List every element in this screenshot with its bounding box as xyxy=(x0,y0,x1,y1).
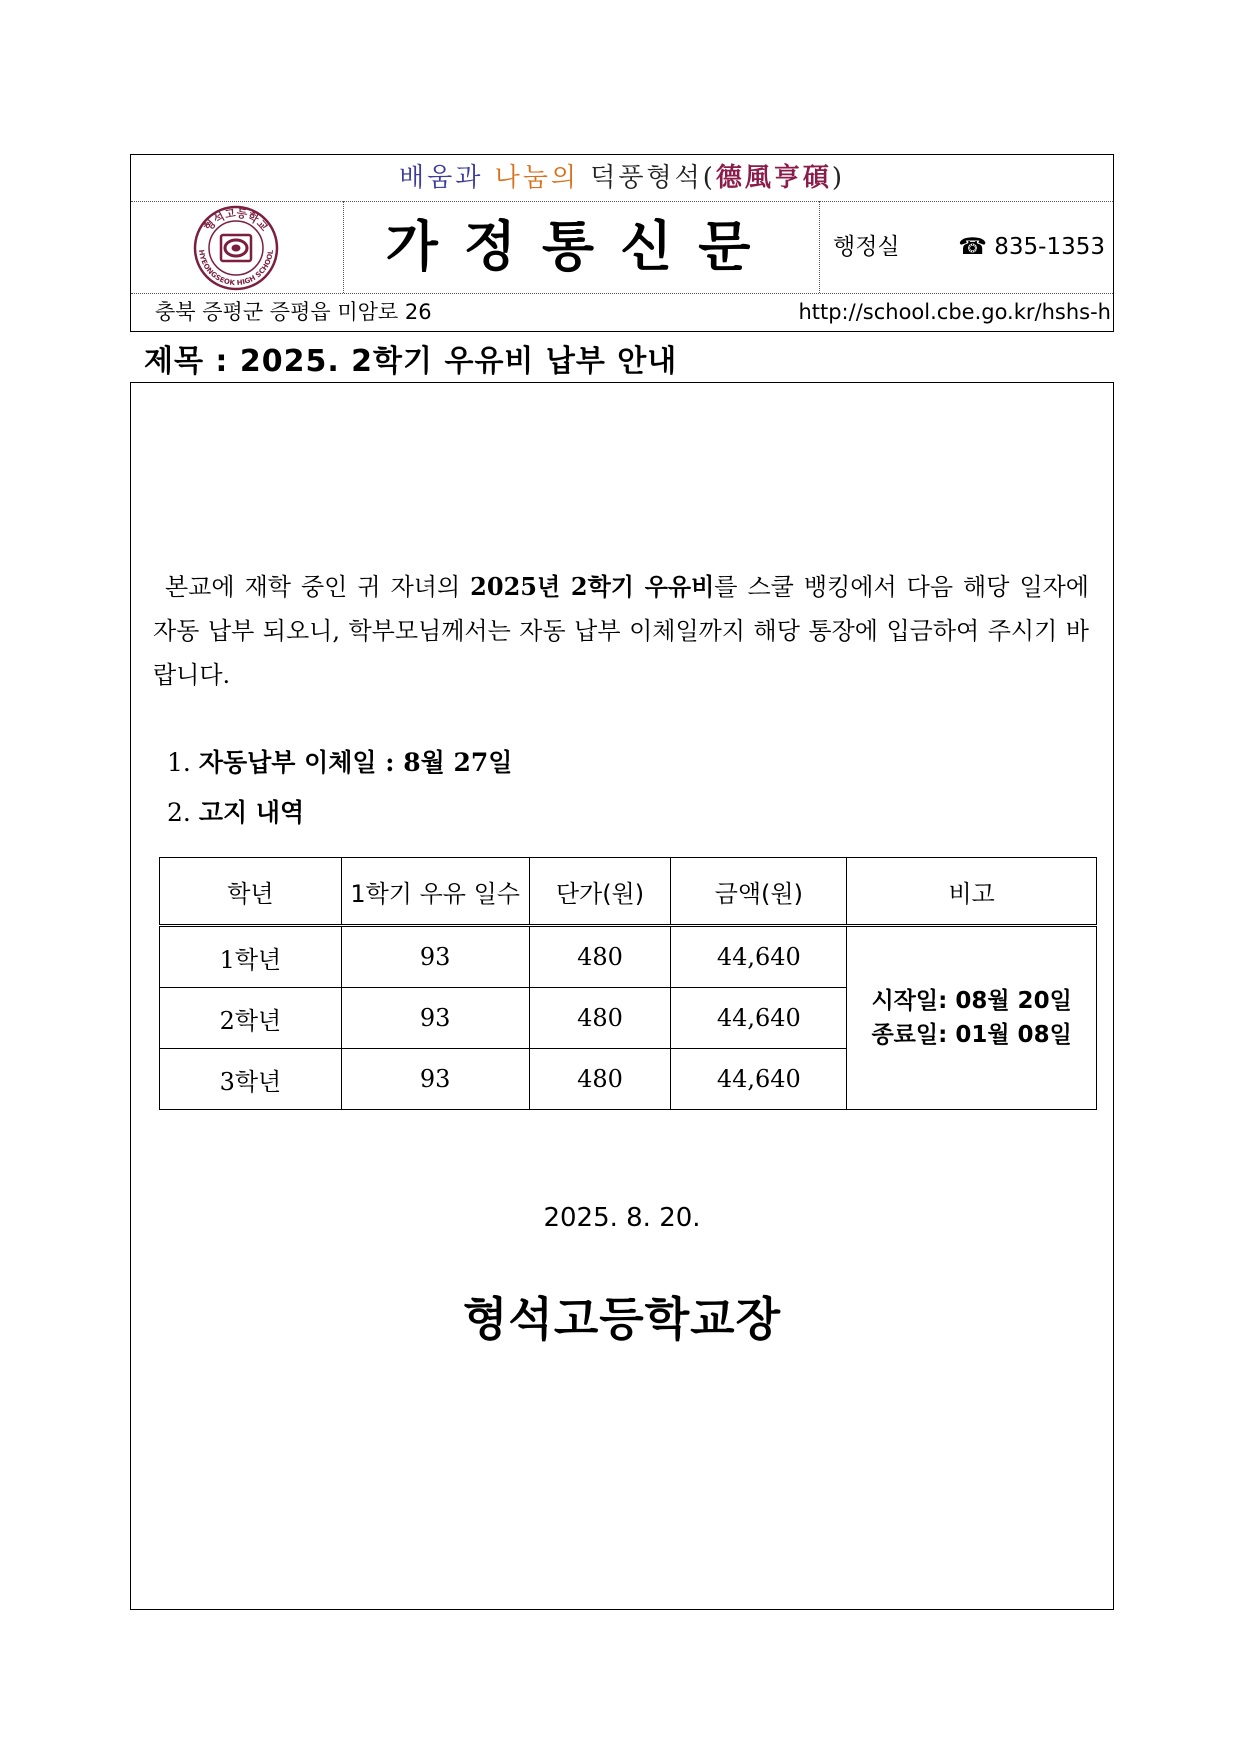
item2-prefix: 2. xyxy=(167,798,199,827)
letterhead-main-row xyxy=(131,201,1113,294)
item1-prefix: 1. xyxy=(167,748,199,777)
para-text-1: 본교에 재학 중인 귀 자녀의 xyxy=(165,573,471,601)
table-row xyxy=(160,926,1097,988)
cell-unit-price: 480 xyxy=(529,926,671,988)
logo-cell xyxy=(131,201,344,293)
motto-hanja: 德風亨碩 xyxy=(715,163,832,193)
note-end-date: 종료일: 01월 08일 xyxy=(871,1022,1072,1048)
item-transfer-date xyxy=(167,743,512,779)
logo-text-bottom: HYEONGSEOK HIGH SCHOOL xyxy=(196,249,275,288)
logo-text-top: 형석고등학교 xyxy=(201,206,271,234)
school-emblem-icon xyxy=(191,205,281,291)
table-header-row xyxy=(160,858,1097,926)
motto-part-2: 나눔의 xyxy=(494,163,579,193)
signer-name: 형석고등학교장 xyxy=(462,1292,782,1346)
cell-unit-price: 480 xyxy=(529,988,671,1049)
cell-amount: 44,640 xyxy=(671,1049,847,1110)
school-motto xyxy=(131,155,1113,202)
office-label: 행정실 xyxy=(833,234,900,260)
cell-remarks xyxy=(847,926,1097,1110)
notice-paragraph xyxy=(153,565,1089,697)
cell-amount: 44,640 xyxy=(671,988,847,1049)
para-bold-text: 2025년 2학기 우유비 xyxy=(470,572,715,601)
fee-table xyxy=(159,857,1097,1110)
header-amount: 금액(원) xyxy=(671,858,847,926)
office-contact xyxy=(819,201,1113,293)
cell-grade: 1학년 xyxy=(160,926,342,988)
cell-unit-price: 480 xyxy=(529,1049,671,1110)
subject-line: 제목 : 2025. 2학기 우유비 납부 안내 xyxy=(144,344,678,379)
header-milk-days: 1학기 우유 일수 xyxy=(341,858,529,926)
school-address: 충북 증평군 증평읍 미암로 26 xyxy=(155,300,432,324)
motto-part-5: ) xyxy=(831,163,846,193)
letter-body xyxy=(130,382,1114,1610)
note-start-date: 시작일: 08월 20일 xyxy=(871,988,1072,1014)
item1-text: 자동납부 이체일 : 8월 27일 xyxy=(198,748,513,777)
item2-text: 고지 내역 xyxy=(198,798,305,827)
header-grade: 학년 xyxy=(160,858,342,926)
para-text-2: 를 스쿨 뱅킹에서 다음 해당 일자에 자동 납부 되오니, 학부모님께서는 자동 납부 이체일까지 해당 통장에 입금하여 주시기 바랍니다. xyxy=(153,573,1089,689)
cell-grade: 3학년 xyxy=(160,1049,342,1110)
issue-date: 2025. 8. 20. xyxy=(543,1203,701,1233)
cell-milk-days: 93 xyxy=(341,988,529,1049)
document-title: 가정통신문 xyxy=(343,201,820,293)
phone-number: ☎ 835-1353 xyxy=(958,234,1105,260)
school-url: http://school.cbe.go.kr/hshs-h xyxy=(798,300,1111,324)
letterhead xyxy=(130,154,1114,332)
cell-milk-days: 93 xyxy=(341,926,529,988)
item-notice-details xyxy=(167,793,304,829)
header-unit-price: 단가(원) xyxy=(529,858,671,926)
motto-part-1: 배움과 xyxy=(398,163,484,193)
motto-part-3: 덕풍형석( xyxy=(590,163,716,193)
cell-amount: 44,640 xyxy=(671,926,847,988)
letterhead-footer-row xyxy=(131,293,1113,333)
header-remarks: 비고 xyxy=(847,858,1097,926)
cell-milk-days: 93 xyxy=(341,1049,529,1110)
cell-grade: 2학년 xyxy=(160,988,342,1049)
